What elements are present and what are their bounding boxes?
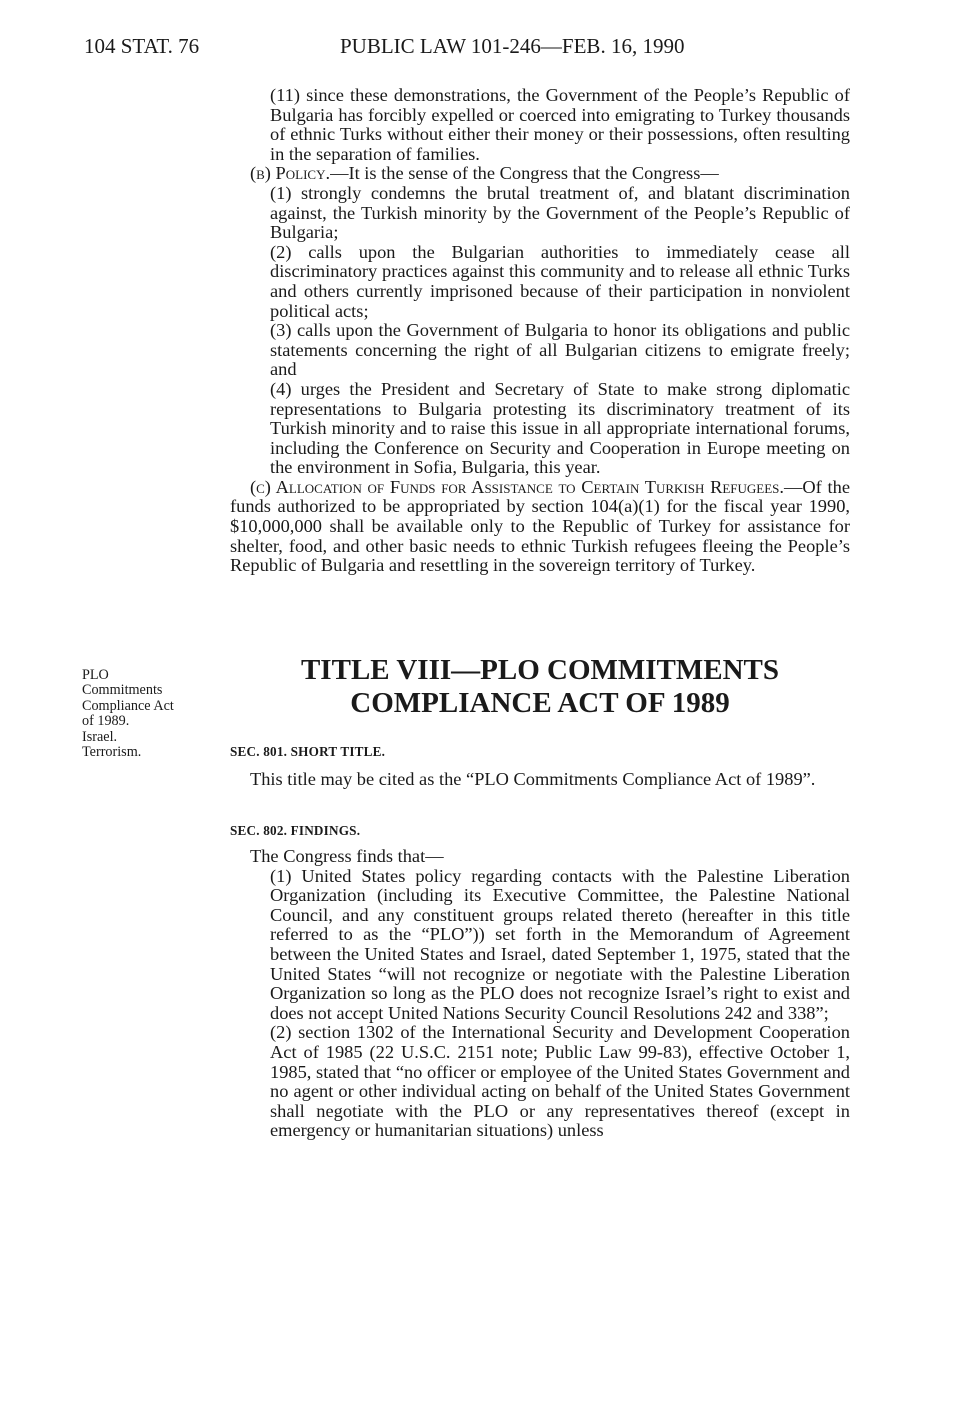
section-802-heading: SEC. 802. FINDINGS. (230, 823, 361, 838)
finding-item-11: (11) since these demonstrations, the Government of the People’s Republic of Bulgaria has forcibly expelled or coerced into emigrating to Turkey thousands of ethnic Turks without either their money or their possessions, often resulting in the separation of families. (270, 85, 850, 164)
finding-item-2: (2) section 1302 of the International Security and Development Cooperation Act of 1985 (22 U.S.C. 2151 note; Public Law 99-83), effective October 1, 1985, stated that “no officer or employee of the United States Government and no agent or other individual acting on behalf of the United States Government shall negotiate with the PLO or any representatives thereof (except in emergency or humanitarian situations) unless (270, 1022, 850, 1141)
title-line-2: COMPLIANCE ACT OF 1989 (350, 687, 730, 719)
allocation-text: —Of the funds authorized to be appropriated by section 104(a)(1) for the fiscal year 1990, $10,000,000 shall be available only to the Republic of Turkey for assistance for shelter, food, and other basic needs to ethnic Turkish refugees fleeing the People’s Republic of Bulgaria and resettling in the sovereign territory of Turkey. (230, 476, 850, 576)
policy-item-1: (1) strongly condemns the brutal treatment of, and blatant discrimination against, the Turkish minority by the Government of the People’s Republic of Bulgaria; (270, 182, 850, 243)
margin-note-line: Compliance Act (82, 697, 174, 714)
margin-note-line: of 1989. (82, 713, 130, 730)
policy-item-3: (3) calls upon the Government of Bulgaria to honor its obligations and public statements concerning the right of all Bulgarian citizens to emigrate freely; and (270, 320, 850, 380)
margin-note-line: Terrorism. (82, 744, 142, 761)
policy-text: —It is the sense of the Congress that the Congress— (330, 163, 719, 184)
section-801-text: This title may be cited as the “PLO Commitments Compliance Act of 1989”. (250, 769, 816, 789)
margin-note (82, 668, 207, 760)
allocation-subsection (230, 478, 850, 576)
allocation-label: (c) Allocation of Funds for Assistance to Certain Turkish Refugees. (250, 476, 785, 497)
section-801-body (230, 770, 850, 790)
policy-subsection (230, 164, 850, 184)
title-heading (230, 654, 850, 720)
policy-label: (b) Policy. (250, 163, 331, 184)
running-head: PUBLIC LAW 101-246—FEB. 16, 1990 (340, 34, 685, 58)
policy-item-2: (2) calls upon the Bulgarian authorities to immediately cease all discriminatory practices against this community and to release all ethnic Turks and others currently imprisoned because of their participation in nonviolent political acts; (270, 241, 850, 321)
section-802-intro: The Congress finds that— (250, 846, 444, 866)
margin-note-line: Commitments (82, 682, 163, 699)
section-802-body (230, 847, 850, 1141)
policy-item-4: (4) urges the President and Secretary of State to make strong diplomatic representations to Bulgaria protesting its discriminatory treatment of its Turkish minority and to raise this issue in all appropriate international forums, including the Conference on Security and Cooperation in Europe meeting on the environment in Sofia, Bulgaria, this year. (270, 378, 850, 478)
section-801-heading: SEC. 801. SHORT TITLE. (230, 744, 386, 759)
page-header (0, 34, 953, 64)
title-line-1: TITLE VIII—PLO COMMITMENTS (300, 654, 780, 686)
margin-note-line: Israel. (82, 728, 118, 745)
upper-body-text (230, 86, 850, 576)
margin-note-line: PLO (82, 667, 109, 683)
statute-page-number: 104 STAT. 76 (84, 34, 200, 58)
finding-item-1: (1) United States policy regarding contacts with the Palestine Liberation Organization (including its Executive Committee, the Palestine National Council, and any constituent groups related thereto (hereafter in this title referred to as the “PLO”)) set forth in the Memorandum of Agreement between the United States and Israel, dated September 1, 1975, stated that the United States “will not recognize or negotiate with the Palestine Liberation Organization so long as the PLO does not recognize Israel’s right to exist and does not accept United Nations Security Council Resolutions 242 and 338”; (270, 865, 850, 1023)
